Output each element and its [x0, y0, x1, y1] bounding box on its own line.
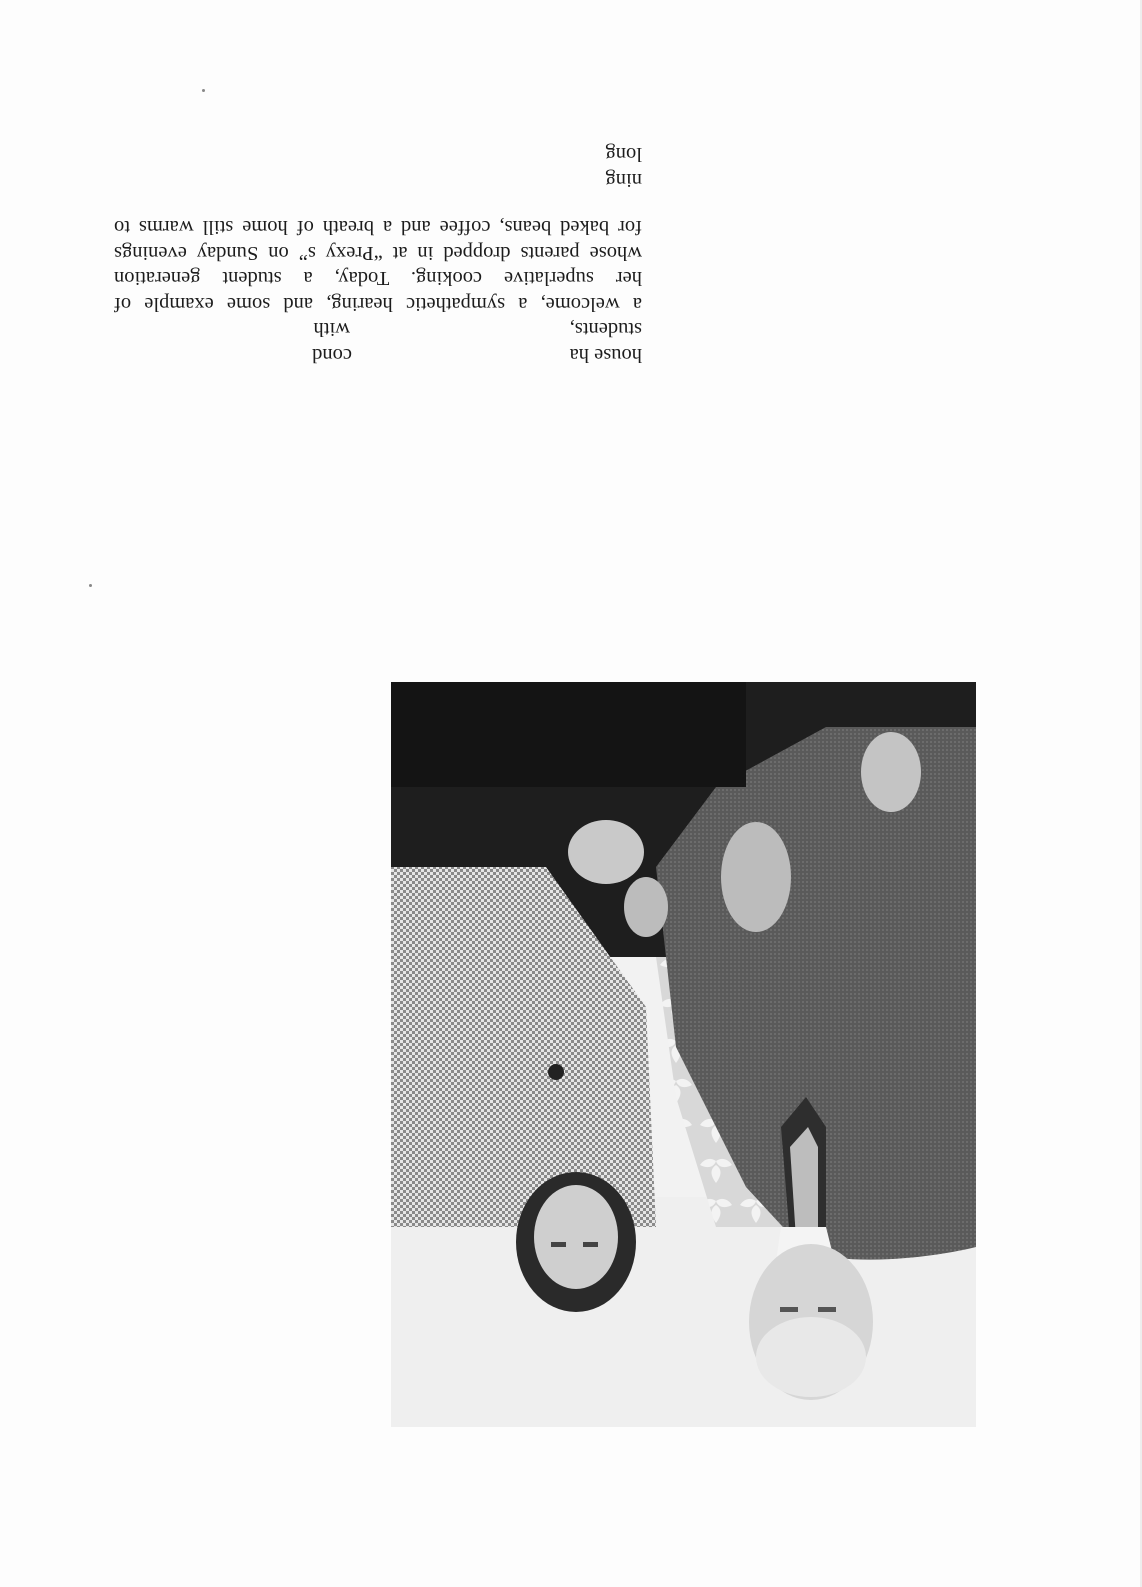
paragraph-row-fragment-1	[114, 342, 642, 368]
caption-paragraph	[114, 214, 642, 367]
photograph-couple-on-sofa	[391, 682, 976, 1427]
text-fragment: house ha	[569, 344, 642, 366]
text-fragment: ning	[605, 169, 642, 191]
text-fragment: cond	[312, 344, 352, 366]
paragraph-line: a welcome, a sympathetic hearing, and some example of	[114, 293, 642, 315]
truncated-fragments	[562, 141, 642, 192]
scan-speck	[89, 584, 92, 587]
photo-illustration	[391, 682, 976, 1427]
text-fragment: students,	[569, 318, 642, 341]
paragraph-line: whose parents dropped in at “Prexy s” on Sunday evenings	[114, 242, 642, 264]
paragraph-line: for baked beans, coffee and a breath of home still warms to	[114, 216, 642, 239]
text-fragment: long	[605, 143, 642, 166]
paragraph-line: her superlative cooking. Today, a student generation	[114, 267, 642, 290]
paragraph-row-fragment-2	[114, 316, 642, 342]
scan-speck	[202, 89, 205, 92]
text-fragment: with	[313, 318, 350, 341]
